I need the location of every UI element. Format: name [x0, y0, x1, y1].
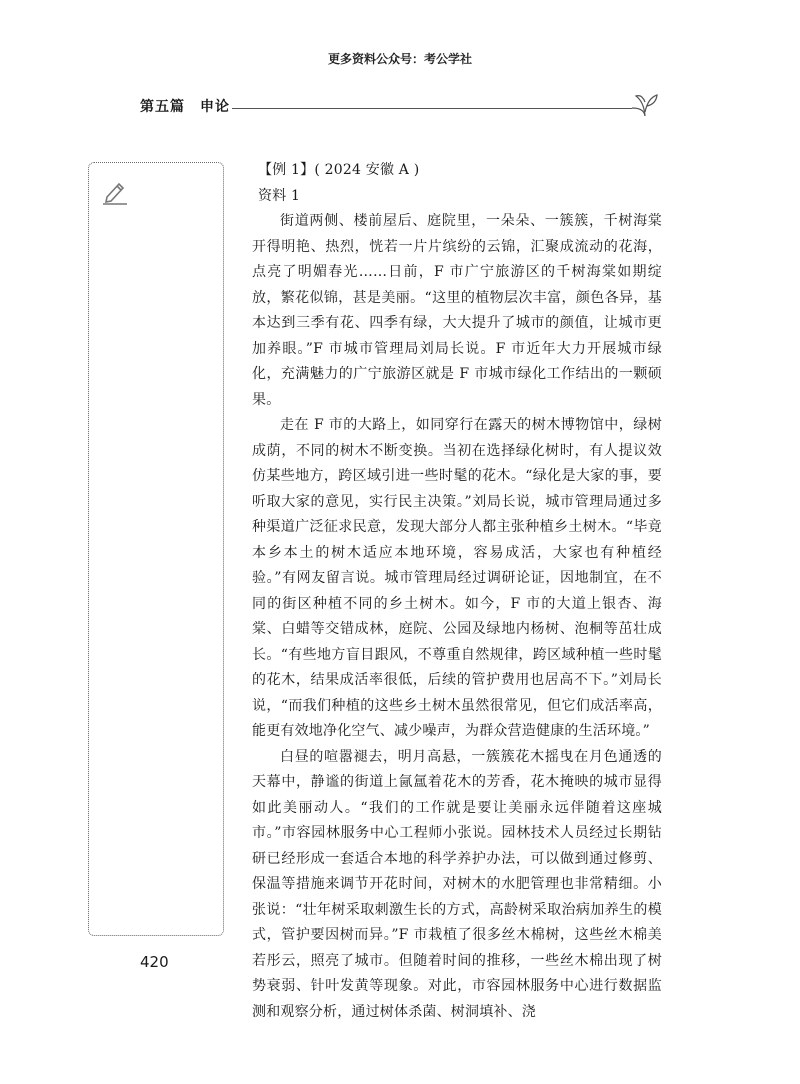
example-heading: 【例 1】( 2024 安徽 A )	[258, 162, 420, 178]
chapter-header	[140, 96, 660, 120]
pen-icon	[101, 179, 129, 205]
sprout-icon	[630, 90, 660, 118]
main-content	[252, 158, 662, 1025]
chapter-rule	[232, 108, 632, 109]
paragraph: 街道两侧、楼前屋后、庭院里，一朵朵、一簇簇，千树海棠开得明艳、热烈，恍若一片片缤纷的云锦，汇聚成流动的花海，点亮了明媚春光……日前，F 市广宁旅游区的千树海棠如期绽放，繁花似锦，甚是美丽。“这里的植物层次丰富，颜色各异，基本达到三季有花、四季有绿，大大提升了城市的颜值，让城市更加养眼。”F 市城市管理局刘局长说。F 市近年大力开展城市绿化，充满魅力的广宁旅游区就是 F 市城市绿化工作结出的一颗硕果。	[252, 213, 662, 408]
top-note: 更多资料公众号：考公学社	[327, 52, 472, 66]
note-sidebar	[88, 162, 224, 936]
paragraph: 走在 F 市的大路上，如同穿行在露天的树木博物馆中，绿树成荫，不同的树木不断变换。当初在选择绿化树时，有人提议效仿某些地方，跨区域引进一些时髦的花木。“绿化是大家的事，要听取大家的意见，实行民主决策。”刘局长说，城市管理局通过多种渠道广泛征求民意，发现大部分人都主张种植乡土树木。“毕竟本乡本土的树木适应本地环境，容易成活，大家也有种植经验。”有网友留言说。城市管理局经过调研论证，因地制宜，在不同的街区种植不同的乡土树木。如今，F 市的大道上银杏、海棠、白蜡等交错成林，庭院、公园及绿地内杨树、泡桐等茁壮成长。“有些地方盲目跟风，不尊重自然规律，跨区域种植一些时髦的花木，结果成活率很低，后续的管护费用也居高不下。”刘局长说，“而我们种植的这些乡土树木虽然很常见，但它们成活率高，能更有效地净化空气、减少噪声，为群众营造健康的生活环境。”	[252, 417, 662, 739]
chapter-title: 第五篇 申论	[140, 99, 230, 115]
material-label: 资料 1	[258, 187, 301, 204]
paragraph: 白昼的喧嚣褪去，明月高悬，一簇簇花木摇曳在月色通透的天幕中，静谧的街道上氤氲着花木的芳香，花木掩映的城市显得如此美丽动人。“我们的工作就是要让美丽永远伴随着这座城市。”市容园林服务中心工程师小张说。园林技术人员经过长期钻研已经形成一套适合本地的科学养护办法，可以做到通过修剪、保温等措施来调节开花时间，对树木的水肥管理也非常精细。小张说：“壮年树采取刺激生长的方式，高龄树采取治病加养生的模式，管护要因树而异。”F 市栽植了很多丝木棉树，这些丝木棉美若彤云，照亮了城市。但随着时间的推移，一些丝木棉出现了树势衰弱、针叶发黄等现象。对此，市容园林服务中心进行数据监测和观察分析，通过树体杀菌、树洞填补、浇	[252, 748, 662, 1020]
page-number: 420	[140, 953, 169, 971]
